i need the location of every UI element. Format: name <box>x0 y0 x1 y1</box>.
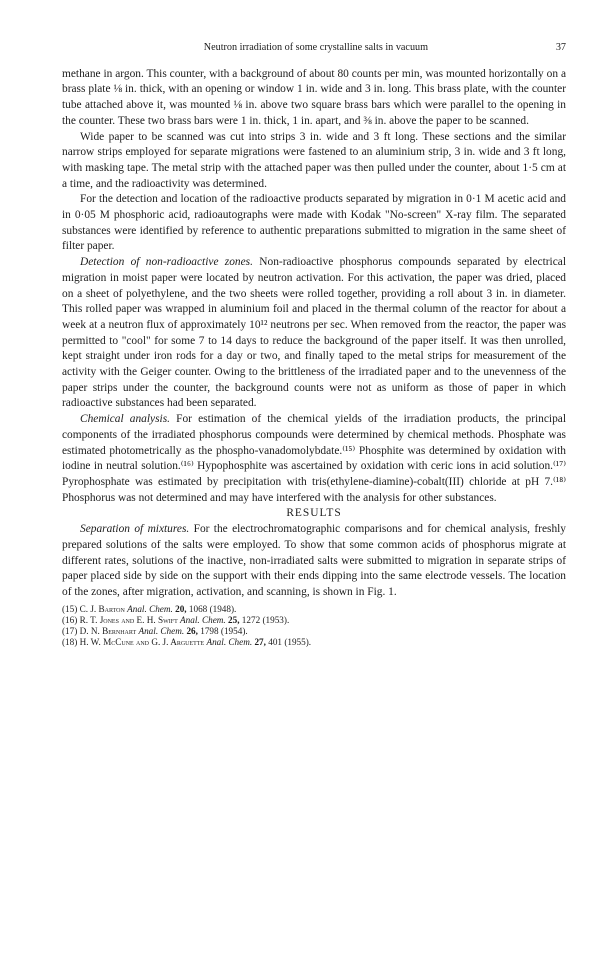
reference: (18) H. W. McCune and G. J. Arguette Anal. Chem. 27, 401 (1955). <box>62 637 312 648</box>
paragraph: methane in argon. This counter, with a background of about 80 counts per min, was mounted horizontally on a brass plate ⅛ in. thick, with an opening or window 1 in. wide and 3 in. long. This brass plate, with the counter tube attached above it, was mounted ⅛ in. above two square brass bars which were parallel to the opening in the counter. These two brass bars were 1 in. thick, 1 in. apart, and ⅜ in. above the paper to be scanned. <box>62 67 566 127</box>
page <box>62 40 566 648</box>
paragraph: Detection of non-radioactive zones. Non-radioactive phosphorus compounds separated by electrical migration in moist paper were located by neutron activation. For this activation, the paper was dried, placed on a sheet of polyethylene, and the two sheets were rolled together, providing a roll about 3 in. in diameter. This rolled paper was wrapped in aluminium foil and placed in the thermal column of the reactor for about a week at a neutron flux of approximately 10¹² neutrons per sec. When removed from the reactor, the paper was permitted to "cool" for some 7 to 14 days to reduce the background of the paper itself. It was then unrolled, kept straight under iron rods for a day or two, and finally taped to the metal strips for measurement of the activity with the Geiger counter. Owing to the brittleness of the irradiated paper and to the unevenness of the paper strips under the counter, the background counts were not as uniform as those of paper in which radioactive substances had been separated. <box>62 256 566 410</box>
paragraph: Separation of mixtures. For the electrochromatographic comparisons and for chemical analysis, freshly prepared solutions of the salts were employed. To show that some common acids of phosphorus migrate at different rates, solutions of the inactive, non-irradiated salts were submitted to migration in separate strips of paper placed side by side on the support with their ends dipping into the same electrode vessels. The location of the zones, after migration, activation, and scanning, is shown in Fig. 1. <box>62 523 566 598</box>
paragraph: Chemical analysis. For estimation of the chemical yields of the irradiation products, the principal components of the irradiated phosphorus compounds were determined by chemical methods. Phosphate was estimated photometrically as the phospho-vanadomolybdate.⁽¹⁵⁾ Phosphite was determined by oxidation with iodine in neutral solution.⁽¹⁶⁾ Hypophosphite was ascertained by oxidation with ceric ions in acid solution.⁽¹⁷⁾ Pyrophosphate was estimated by precipitation with tris(ethylene-diamine)-cobalt(III) chloride at pH 7.⁽¹⁸⁾ Phosphorus was not determined and may have interfered with the analysis for other substances. <box>62 413 566 504</box>
reference: (15) C. J. Barton Anal. Chem. 20, 1068 (1948). <box>62 603 237 614</box>
running-header <box>62 40 566 56</box>
paragraph: For the detection and location of the radioactive products separated by migration in 0·1 M acetic acid and in 0·05 M phosphoric acid, radioautographs were made with Kodak "No-screen" X-ray film. The separated substances were identified by reference to authentic preparations submitted to migration in the same sheet of filter paper. <box>62 193 566 253</box>
page-number: 37 <box>555 42 566 53</box>
paragraph-lead: Separation of mixtures. <box>80 523 190 536</box>
references <box>62 604 566 649</box>
paragraph-lead: Chemical analysis. <box>80 413 170 426</box>
section-heading: RESULTS <box>286 507 342 520</box>
reference: (16) R. T. Jones and E. H. Swift Anal. Chem. 25, 1272 (1953). <box>62 614 290 625</box>
running-title: Neutron irradiation of some crystalline salts in vacuum <box>203 42 429 53</box>
reference: (17) D. N. Bernhart Anal. Chem. 26, 1798 (1954). <box>62 626 248 637</box>
paragraph-lead: Detection of non-radioactive zones. <box>80 256 253 269</box>
paragraph: Wide paper to be scanned was cut into strips 3 in. wide and 3 ft long. These sections and the similar narrow strips employed for separate migrations were fastened to an aluminium strip, 3 in. wide and 3 ft long, with masking tape. The metal strip with the attached paper was then pulled under the counter, about 1·5 cm at a time, and the radioactivity was determined. <box>62 130 566 190</box>
